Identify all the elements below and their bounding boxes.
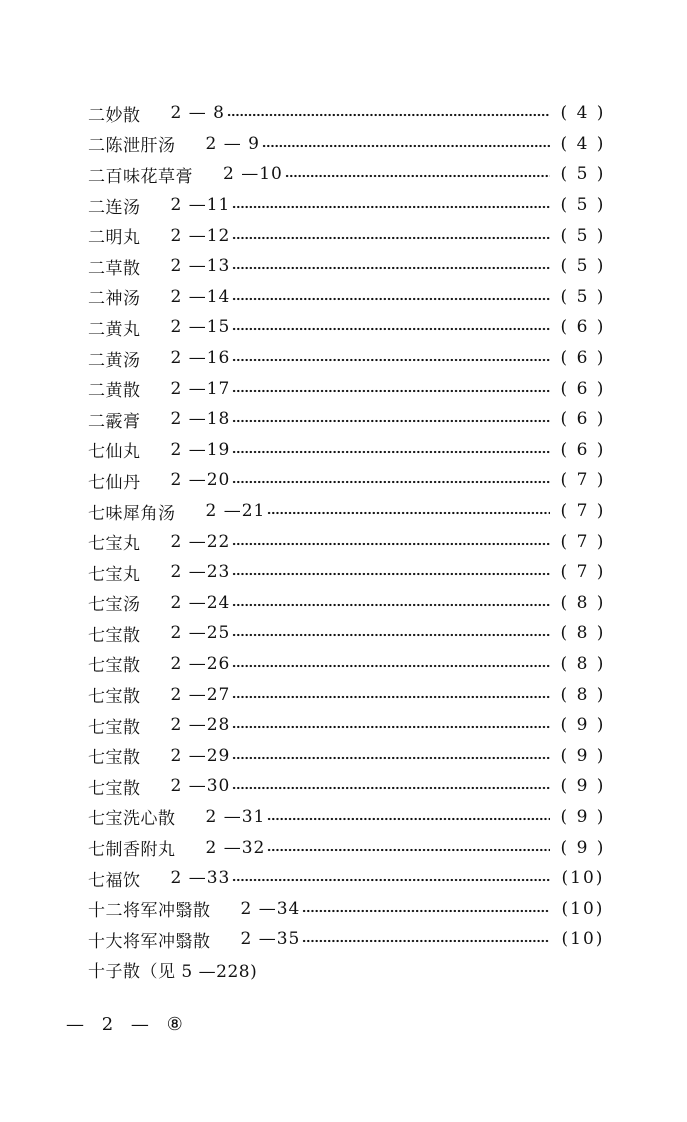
- entry-page: ( 8 ): [560, 653, 606, 674]
- toc-entry: [88, 526, 610, 557]
- toc-entry: [88, 465, 610, 496]
- entry-code: 2 —24: [170, 592, 231, 613]
- entry-code: 2 —13: [170, 256, 231, 277]
- entry-name: 七宝洗心散: [88, 809, 176, 830]
- toc-entry: [88, 802, 610, 833]
- entry-name: 二连汤: [88, 197, 141, 218]
- entry-page: ( 5 ): [560, 256, 606, 277]
- entry-name: 七宝散: [88, 625, 141, 646]
- dot-leader: [232, 695, 550, 699]
- entry-name: 七宝散: [88, 687, 141, 708]
- entry-page: ( 5 ): [560, 286, 606, 307]
- entry-code: 2 —28: [170, 715, 231, 736]
- entry-page: ( 6 ): [560, 409, 606, 430]
- entry-page: ( 5 ): [560, 164, 606, 185]
- entry-code: 2 —17: [170, 378, 231, 399]
- toc-entry: [88, 710, 610, 741]
- entry-code: 2 —14: [170, 286, 231, 307]
- entry-name: 七宝丸: [88, 564, 141, 585]
- entry-code: 2 —12: [170, 225, 231, 246]
- toc-entry: [88, 404, 610, 435]
- entry-code: 2 —15: [170, 317, 231, 338]
- toc-entry: [88, 98, 610, 129]
- entry-name: 二陈泄肝汤: [88, 136, 176, 157]
- entry-name: 七仙丹: [88, 472, 141, 493]
- entry-code: 2 —35: [240, 929, 301, 950]
- entry-code: 2 —16: [170, 348, 231, 369]
- entry-name: 十二将军冲翳散: [88, 901, 211, 922]
- entry-page: ( 9 ): [560, 806, 606, 827]
- entry-name: 二霰膏: [88, 411, 141, 432]
- dot-leader: [267, 848, 550, 852]
- dot-leader: [232, 236, 550, 240]
- entry-name: 二明丸: [88, 228, 141, 249]
- entry-page: ( 7 ): [560, 562, 606, 583]
- entry-code: 2 —27: [170, 684, 231, 705]
- entry-page: ( 5 ): [560, 195, 606, 216]
- dot-leader: [232, 480, 550, 484]
- entry-name: 二草散: [88, 258, 141, 279]
- toc-entry: [88, 251, 610, 282]
- entry-name: 二黄散: [88, 381, 141, 402]
- entry-code: 2 — 8: [170, 103, 225, 124]
- dot-leader: [232, 297, 550, 301]
- entry-name: 七宝散: [88, 778, 141, 799]
- entry-name: 七宝散: [88, 717, 141, 738]
- entry-name: 十大将军冲翳散: [88, 931, 211, 952]
- entry-name: 二神汤: [88, 289, 141, 310]
- toc-entry: [88, 159, 610, 190]
- toc-entry: [88, 496, 610, 527]
- toc-entry: [88, 282, 610, 313]
- dot-leader: [232, 266, 550, 270]
- entry-code: 2 — 9: [205, 133, 260, 154]
- entry-code: 2 —22: [170, 531, 231, 552]
- toc-cross-reference-entry: [88, 955, 610, 986]
- entry-name: 二黄丸: [88, 319, 141, 340]
- entry-name: 二妙散: [88, 105, 141, 126]
- dot-leader: [302, 939, 550, 943]
- entry-cross-reference: 十子散（见 5 —228): [88, 962, 258, 983]
- entry-code: 2 —25: [170, 623, 231, 644]
- toc-entry: [88, 343, 610, 374]
- entry-code: 2 —33: [170, 868, 231, 889]
- toc-entry: [88, 312, 610, 343]
- toc-entry: [88, 557, 610, 588]
- dot-leader: [232, 603, 550, 607]
- entry-code: 2 —29: [170, 745, 231, 766]
- toc-entry: [88, 771, 610, 802]
- entry-name: 七宝散: [88, 748, 141, 769]
- entry-code: 2 —20: [170, 470, 231, 491]
- dot-leader: [285, 174, 550, 178]
- entry-page: ( 5 ): [560, 225, 606, 246]
- entry-page: ( 4 ): [560, 103, 606, 124]
- dot-leader: [232, 664, 550, 668]
- dot-leader: [232, 450, 550, 454]
- page-footer: — 2 — ⑧: [66, 1014, 189, 1035]
- toc-entry: [88, 588, 610, 619]
- entry-code: 2 —18: [170, 409, 231, 430]
- dot-leader: [232, 786, 550, 790]
- dot-leader: [232, 205, 550, 209]
- entry-page: (10): [561, 898, 605, 919]
- dot-leader: [232, 389, 550, 393]
- dot-leader: [232, 725, 550, 729]
- toc-entry: [88, 129, 610, 160]
- entry-name: 二黄汤: [88, 350, 141, 371]
- entry-page: ( 8 ): [560, 684, 606, 705]
- toc-entry: [88, 220, 610, 251]
- entry-page: ( 4 ): [560, 133, 606, 154]
- toc-entry: [88, 190, 610, 221]
- entry-code: 2 —10: [223, 164, 283, 185]
- entry-code: 2 —11: [170, 195, 231, 216]
- entry-page: (10): [561, 868, 605, 889]
- entry-page: ( 7 ): [560, 501, 606, 522]
- entry-code: 2 —32: [205, 837, 266, 858]
- toc-entry: [88, 832, 610, 863]
- entry-code: 2 —31: [205, 806, 266, 827]
- dot-leader: [262, 144, 550, 148]
- entry-code: 2 —23: [170, 562, 231, 583]
- entry-name: 七福饮: [88, 870, 141, 891]
- dot-leader: [232, 327, 550, 331]
- entry-code: 2 —26: [170, 653, 231, 674]
- entry-page: ( 8 ): [560, 623, 606, 644]
- toc-entry: [88, 924, 610, 955]
- toc-entry: [88, 435, 610, 466]
- entry-name: 七仙丸: [88, 442, 141, 463]
- entry-page: ( 6 ): [560, 439, 606, 460]
- entry-page: ( 9 ): [560, 776, 606, 797]
- entry-name: 七味犀角汤: [88, 503, 176, 524]
- entry-name: 七宝汤: [88, 595, 141, 616]
- dot-leader: [232, 542, 550, 546]
- dot-leader: [232, 419, 550, 423]
- dot-leader: [232, 878, 550, 882]
- entry-code: 2 —19: [170, 439, 231, 460]
- entry-page: ( 8 ): [560, 592, 606, 613]
- entry-name: 二百味花草膏: [88, 166, 193, 187]
- dot-leader: [302, 909, 550, 913]
- entry-page: ( 7 ): [560, 470, 606, 491]
- entry-name: 七制香附丸: [88, 840, 176, 861]
- table-of-contents: [88, 98, 610, 985]
- toc-entry: [88, 618, 610, 649]
- entry-page: ( 9 ): [560, 715, 606, 736]
- dot-leader: [232, 572, 550, 576]
- entry-page: ( 6 ): [560, 378, 606, 399]
- dot-leader: [267, 817, 550, 821]
- toc-entries: [88, 98, 610, 955]
- toc-entry: [88, 863, 610, 894]
- entry-page: ( 7 ): [560, 531, 606, 552]
- entry-page: ( 6 ): [560, 317, 606, 338]
- entry-page: ( 9 ): [560, 745, 606, 766]
- toc-entry: [88, 649, 610, 680]
- dot-leader: [227, 113, 550, 117]
- entry-name: 七宝丸: [88, 534, 141, 555]
- toc-entry: [88, 740, 610, 771]
- entry-name: 七宝散: [88, 656, 141, 677]
- entry-code: 2 —30: [170, 776, 231, 797]
- dot-leader: [232, 756, 550, 760]
- toc-entry: [88, 893, 610, 924]
- dot-leader: [232, 633, 550, 637]
- entry-page: ( 6 ): [560, 348, 606, 369]
- toc-entry: [88, 373, 610, 404]
- dot-leader: [232, 358, 550, 362]
- entry-code: 2 —34: [240, 898, 301, 919]
- dot-leader: [267, 511, 550, 515]
- entry-code: 2 —21: [205, 501, 266, 522]
- entry-page: (10): [561, 929, 605, 950]
- entry-page: ( 9 ): [560, 837, 606, 858]
- toc-entry: [88, 679, 610, 710]
